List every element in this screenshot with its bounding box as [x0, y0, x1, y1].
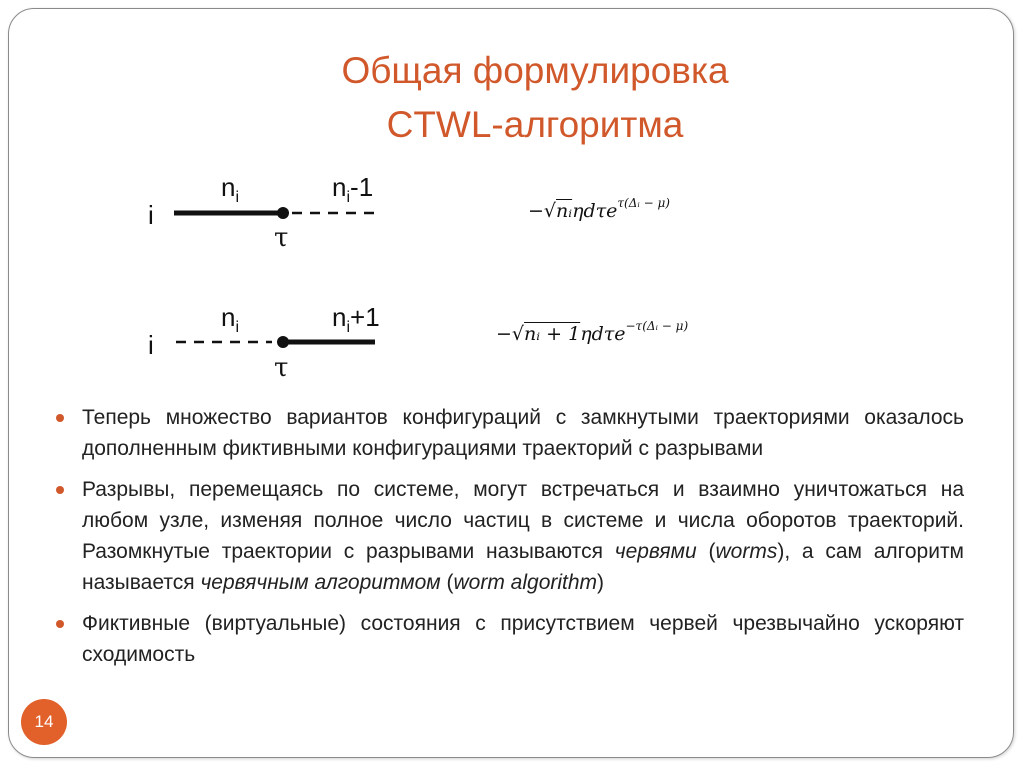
bullet-text-paren: (: [696, 540, 716, 563]
site-label-i: i: [148, 330, 154, 360]
bullet-dot-icon: [56, 620, 64, 628]
formula-2: −√nᵢ + 1ηdτe$^{-\tau(\Delta ᵢ - \mu)}$: [496, 319, 689, 345]
n-left-label: $n_i$: [221, 302, 240, 336]
bullet-list: [54, 402, 964, 680]
bullet-text: Теперь множество вариантов конфигураций с замкнутыми траекториями оказалось дополненным фиктивными конфигурациями траекторий с разрывами: [82, 406, 964, 460]
emphasis-worms-en: worms: [715, 540, 778, 563]
page-number-badge: 14: [21, 699, 67, 745]
vertex-dot: [277, 207, 289, 219]
emphasis-worms-ru: червями: [614, 540, 697, 563]
n-right-label: $n_i+1$: [332, 302, 380, 336]
n-right-label: $n_i-1$: [332, 172, 374, 206]
bullet-dot-icon: [56, 486, 64, 494]
bullet-text-paren: (: [440, 571, 454, 594]
site-label-i: i: [148, 200, 154, 230]
emphasis-worm-algorithm-ru: червячным алгоритмом: [200, 571, 441, 594]
diagram-top: [148, 172, 374, 253]
bullet-text: Разрывы, перемещаясь по системе, могут встречаться и взаимно уничтожаться на любом узле, изменяя полное число частиц в системе и числа оборотов траекторий. Разомкнутые траектории с разрывами называются: [82, 478, 964, 563]
formula-1: −√nᵢηdτe$^{\tau(\Delta ᵢ - \mu)}$: [528, 196, 670, 222]
diagram-bottom: [148, 302, 380, 383]
emphasis-worm-algorithm-en: worm algorithm: [453, 571, 598, 594]
tau-label: τ: [274, 223, 289, 253]
bullet-item-3: [54, 608, 964, 670]
slide-title-line2: CTWL-алгоритма: [386, 104, 684, 145]
tau-label: τ: [274, 353, 289, 383]
n-left-label: $n_i$: [221, 172, 240, 206]
slide-title-line1: Общая формулировка: [341, 50, 729, 91]
bullet-item-2: [54, 474, 964, 598]
bullet-text: ), а сам алгоритм называется: [82, 540, 964, 594]
bullet-text-paren: ): [597, 571, 605, 594]
bullet-text: Фиктивные (виртуальные) состояния с присутствием червей чрезвычайно ускоряют сходимость: [82, 612, 964, 666]
bullet-dot-icon: [56, 414, 64, 422]
bullet-item-1: [54, 402, 964, 464]
